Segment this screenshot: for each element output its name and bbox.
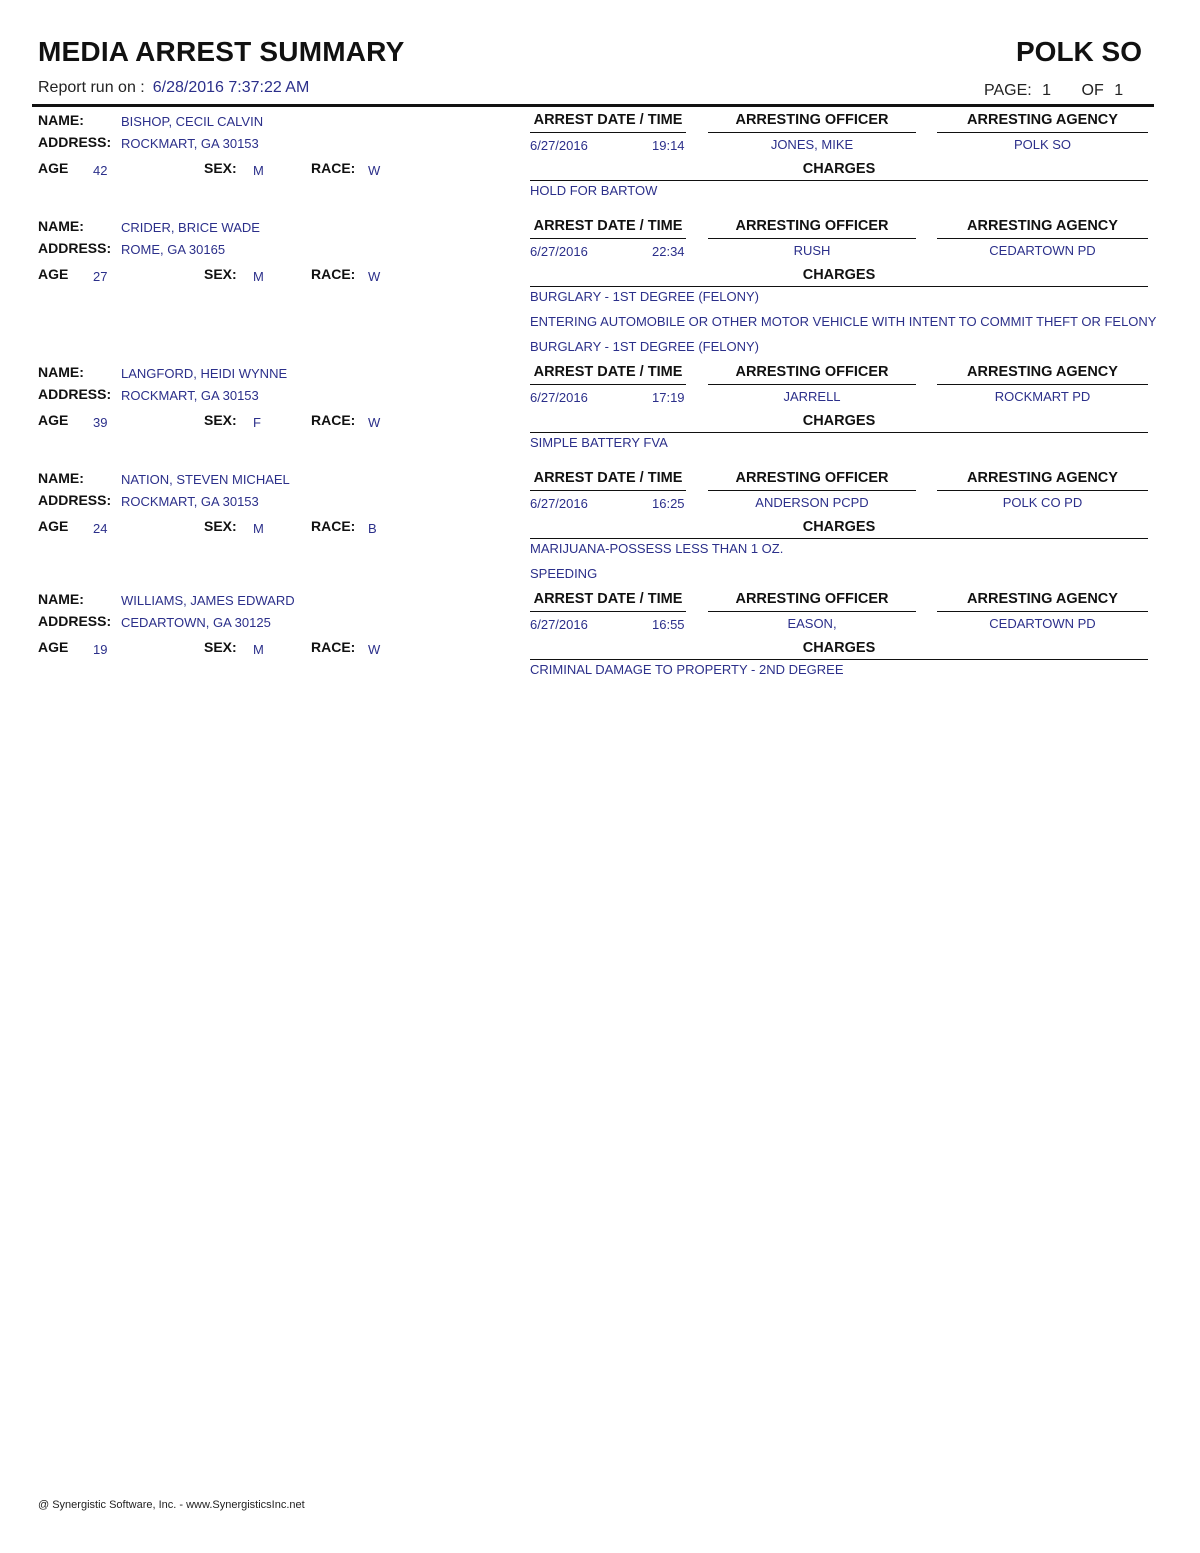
arresting-officer: JONES, MIKE — [770, 137, 854, 152]
age-label: AGE — [38, 266, 69, 282]
charge-item: BURGLARY - 1ST DEGREE (FELONY) — [530, 339, 760, 354]
officer-header: ARRESTING OFFICER — [735, 112, 889, 128]
footer-credit: @ Synergistic Software, Inc. - www.SynergisticsInc.net — [38, 1499, 305, 1511]
arrest-date-underline — [530, 384, 686, 385]
arrestee-address: ROCKMART, GA 30153 — [121, 388, 259, 403]
arrest-date: 6/27/2016 — [530, 496, 588, 511]
charge-item: BURGLARY - 1ST DEGREE (FELONY) — [530, 289, 760, 304]
arresting-officer: EASON, — [787, 616, 837, 631]
arrest-time: 17:19 — [652, 390, 685, 405]
arrest-date-header: ARREST DATE / TIME — [533, 112, 683, 128]
officer-underline — [708, 611, 916, 612]
charges-header: CHARGES — [802, 267, 876, 283]
arrestee-sex: M — [253, 269, 264, 284]
charges-header: CHARGES — [802, 640, 876, 656]
sex-label: SEX: — [204, 160, 237, 176]
address-label: ADDRESS: — [38, 613, 112, 629]
arrest-date-underline — [530, 490, 686, 491]
arrest-date-header: ARREST DATE / TIME — [533, 591, 683, 607]
name-label: NAME: — [38, 364, 84, 380]
arrest-date: 6/27/2016 — [530, 617, 588, 632]
arresting-agency: CEDARTOWN PD — [989, 616, 1096, 631]
arrest-date: 6/27/2016 — [530, 138, 588, 153]
arrestee-sex: F — [253, 415, 261, 430]
arrest-time: 16:55 — [652, 617, 685, 632]
arrest-date-underline — [530, 611, 686, 612]
arresting-officer: JARRELL — [783, 389, 841, 404]
agency-header: ARRESTING AGENCY — [967, 112, 1118, 128]
header-rule — [32, 104, 1154, 107]
officer-header: ARRESTING OFFICER — [735, 364, 889, 380]
officer-header: ARRESTING OFFICER — [735, 591, 889, 607]
arresting-officer: ANDERSON PCPD — [755, 495, 869, 510]
charges-underline — [530, 286, 1148, 287]
charges-underline — [530, 432, 1148, 433]
arrestee-race: W — [368, 269, 381, 284]
charge-item: HOLD FOR BARTOW — [530, 183, 658, 198]
arrestee-race: W — [368, 642, 381, 657]
officer-header: ARRESTING OFFICER — [735, 218, 889, 234]
address-label: ADDRESS: — [38, 386, 112, 402]
name-label: NAME: — [38, 112, 84, 128]
address-label: ADDRESS: — [38, 134, 112, 150]
age-label: AGE — [38, 518, 69, 534]
sex-label: SEX: — [204, 639, 237, 655]
arrestee-race: B — [368, 521, 377, 536]
age-label: AGE — [38, 160, 69, 176]
sex-label: SEX: — [204, 412, 237, 428]
officer-header: ARRESTING OFFICER — [735, 470, 889, 486]
arresting-agency: POLK CO PD — [1002, 495, 1083, 510]
report-run-label: Report run on : — [38, 79, 145, 96]
agency-header: ARRESTING AGENCY — [967, 218, 1118, 234]
report-run-value: 6/28/2016 7:37:22 AM — [152, 79, 310, 96]
charges-header: CHARGES — [802, 161, 876, 177]
charges-header: CHARGES — [802, 413, 876, 429]
charge-item: CRIMINAL DAMAGE TO PROPERTY - 2ND DEGREE — [530, 662, 844, 677]
charges-header: CHARGES — [802, 519, 876, 535]
arrestee-address: ROCKMART, GA 30153 — [121, 136, 259, 151]
officer-underline — [708, 132, 916, 133]
arresting-agency: ROCKMART PD — [994, 389, 1091, 404]
address-label: ADDRESS: — [38, 240, 112, 256]
race-label: RACE: — [311, 518, 356, 534]
arrest-date-header: ARREST DATE / TIME — [533, 218, 683, 234]
arrestee-name: CRIDER, BRICE WADE — [121, 220, 260, 235]
arrestee-name: LANGFORD, HEIDI WYNNE — [121, 366, 288, 381]
page-indicator — [984, 82, 1129, 100]
arrest-date-underline — [530, 238, 686, 239]
agency-underline — [937, 384, 1148, 385]
race-label: RACE: — [311, 160, 356, 176]
arrest-time: 22:34 — [652, 244, 685, 259]
name-label: NAME: — [38, 470, 84, 486]
page-total: 1 — [1114, 82, 1124, 99]
charges-underline — [530, 180, 1148, 181]
sex-label: SEX: — [204, 266, 237, 282]
report-run-on — [38, 79, 309, 97]
arrestee-address: ROME, GA 30165 — [121, 242, 226, 257]
report-title: MEDIA ARREST SUMMARY — [38, 36, 405, 67]
page-number: 1 — [1042, 82, 1052, 99]
officer-underline — [708, 384, 916, 385]
arrestee-name: BISHOP, CECIL CALVIN — [121, 114, 264, 129]
arrest-date: 6/27/2016 — [530, 244, 588, 259]
arrestee-sex: M — [253, 521, 264, 536]
name-label: NAME: — [38, 218, 84, 234]
agency-underline — [937, 490, 1148, 491]
arrestee-age: 27 — [93, 269, 108, 284]
arrest-date-header: ARREST DATE / TIME — [533, 470, 683, 486]
race-label: RACE: — [311, 266, 356, 282]
arresting-agency: POLK SO — [1013, 137, 1072, 152]
sex-label: SEX: — [204, 518, 237, 534]
agency-header: ARRESTING AGENCY — [967, 470, 1118, 486]
age-label: AGE — [38, 639, 69, 655]
page-label: PAGE: — [984, 82, 1032, 99]
arresting-officer: RUSH — [793, 243, 831, 258]
of-label: OF — [1081, 82, 1104, 99]
arrest-date: 6/27/2016 — [530, 390, 588, 405]
arrestee-age: 19 — [93, 642, 108, 657]
arrestee-address: CEDARTOWN, GA 30125 — [121, 615, 271, 630]
arrestee-sex: M — [253, 163, 264, 178]
arrest-time: 16:25 — [652, 496, 685, 511]
name-label: NAME: — [38, 591, 84, 607]
race-label: RACE: — [311, 639, 356, 655]
charges-underline — [530, 659, 1148, 660]
charges-underline — [530, 538, 1148, 539]
arresting-agency: CEDARTOWN PD — [989, 243, 1096, 258]
charge-item: ENTERING AUTOMOBILE OR OTHER MOTOR VEHICLE WITH INTENT TO COMMIT THEFT OR FELONY — [530, 314, 1157, 329]
arrestee-age: 42 — [93, 163, 108, 178]
charge-item: MARIJUANA-POSSESS LESS THAN 1 OZ. — [530, 541, 784, 556]
arrest-time: 19:14 — [652, 138, 685, 153]
arrestee-sex: M — [253, 642, 264, 657]
charge-item: SIMPLE BATTERY FVA — [530, 435, 668, 450]
arrest-date-underline — [530, 132, 686, 133]
charge-item: SPEEDING — [530, 566, 598, 581]
arrestee-race: W — [368, 163, 381, 178]
agency-header: ARRESTING AGENCY — [967, 364, 1118, 380]
officer-underline — [708, 238, 916, 239]
age-label: AGE — [38, 412, 69, 428]
address-label: ADDRESS: — [38, 492, 112, 508]
agency-title: POLK SO — [1015, 36, 1142, 67]
arrestee-age: 39 — [93, 415, 108, 430]
arrestee-name: WILLIAMS, JAMES EDWARD — [121, 593, 295, 608]
arrestee-race: W — [368, 415, 381, 430]
arrestee-age: 24 — [93, 521, 108, 536]
arrestee-name: NATION, STEVEN MICHAEL — [121, 472, 290, 487]
officer-underline — [708, 490, 916, 491]
agency-underline — [937, 611, 1148, 612]
arrest-date-header: ARREST DATE / TIME — [533, 364, 683, 380]
agency-header: ARRESTING AGENCY — [967, 591, 1118, 607]
race-label: RACE: — [311, 412, 356, 428]
arrestee-address: ROCKMART, GA 30153 — [121, 494, 259, 509]
agency-underline — [937, 238, 1148, 239]
agency-underline — [937, 132, 1148, 133]
